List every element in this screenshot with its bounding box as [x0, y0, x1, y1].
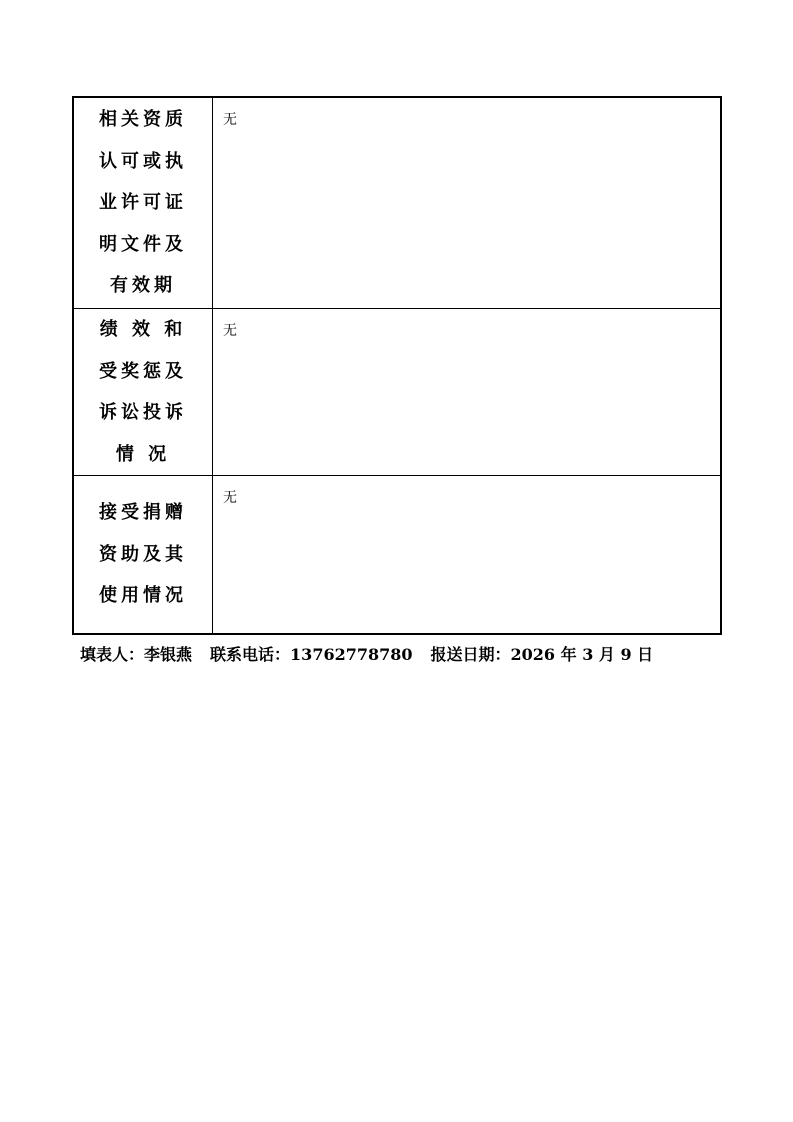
form-footer: [80, 644, 653, 666]
info-table: [72, 96, 722, 635]
row-label: [99, 492, 187, 617]
report-date: 2026 年 3 月 9 日: [510, 645, 654, 664]
row-value: 无: [223, 323, 237, 339]
row-label-cell: [74, 476, 213, 633]
phone-number: 13762778780: [290, 645, 413, 664]
row-label-cell: [74, 309, 213, 475]
table-row: [74, 475, 720, 633]
filler-label: 填表人：: [80, 645, 145, 664]
row-label: [99, 309, 187, 475]
label-line: 相关资质: [99, 109, 187, 131]
row-value-cell: [213, 309, 720, 475]
table-row: [74, 308, 720, 475]
row-label-cell: [74, 98, 213, 308]
row-value: 无: [223, 490, 237, 506]
filler-name: 李银燕: [144, 645, 193, 664]
label-line: 诉讼投诉: [99, 402, 187, 423]
label-line: 受奖惩及: [99, 360, 187, 382]
row-label: [99, 99, 187, 307]
phone-label: 联系电话：: [210, 645, 291, 664]
date-label: 报送日期：: [430, 645, 511, 664]
label-line: 情 况: [115, 443, 171, 465]
label-line: 资助及其: [99, 543, 187, 565]
label-line: 绩 效 和: [99, 319, 187, 340]
label-line: 使用情况: [99, 585, 187, 607]
label-line: 接受捐赠: [99, 502, 187, 524]
label-line: 业许可证: [99, 192, 187, 214]
row-value: 无: [223, 112, 237, 128]
label-line: 有效期: [110, 275, 176, 297]
label-line: 明文件及: [99, 233, 187, 255]
label-line: 认可或执: [99, 150, 187, 172]
row-value-cell: [213, 98, 720, 308]
row-value-cell: [213, 476, 720, 633]
table-row: [74, 98, 720, 308]
